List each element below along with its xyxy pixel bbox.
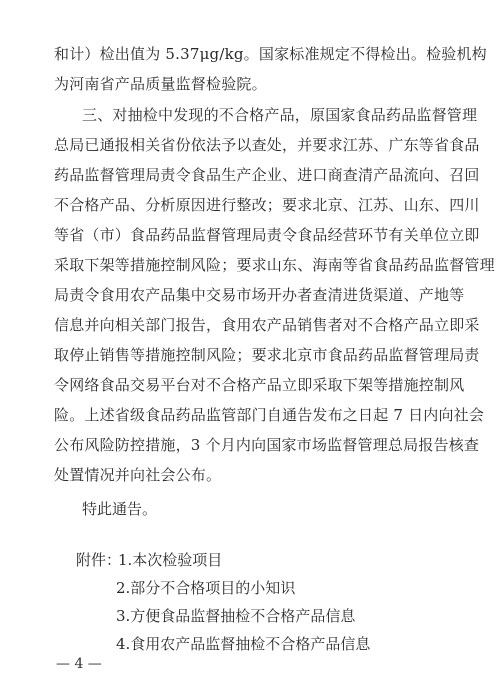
paragraph-line: 总局已通报相关省份依法予以查处，并要求江苏、广东等省食品 bbox=[54, 136, 480, 154]
paragraph-line: 为河南省产品质量监督检验院。 bbox=[54, 75, 267, 93]
paragraph-line: 采取下架等措施控制风险；要求山东、海南等省食品药品监督管理 bbox=[54, 256, 495, 274]
attachment-item: 2.部分不合格项目的小知识 bbox=[116, 579, 296, 597]
page-number: — 4 — bbox=[56, 656, 102, 672]
closing-text: 特此通告。 bbox=[82, 500, 158, 518]
paragraph-line: 取停止销售等措施控制风险；要求北京市食品药品监督管理局责 bbox=[54, 346, 480, 364]
attachment-item: 3.方便食品监督抽检不合格产品信息 bbox=[116, 607, 356, 625]
paragraph-line: 处置情况并向社会公布。 bbox=[54, 466, 222, 484]
attachments-label: 附件： bbox=[76, 551, 122, 569]
paragraph-line: 药品监督管理局责令食品生产企业、进口商查清产品流向、召回 bbox=[54, 166, 480, 184]
paragraph-line: 和计）检出值为 5.37μg/kg。国家标准规定不得检出。检验机构 bbox=[54, 45, 487, 63]
attachment-item: 4.食用农产品监督抽检不合格产品信息 bbox=[116, 635, 371, 653]
paragraph-line: 等省（市）食品药品监督管理局责令食品经营环节有关单位立即 bbox=[54, 226, 480, 244]
paragraph-line: 信息并向相关部门报告，食用农产品销售者对不合格产品立即采 bbox=[54, 316, 480, 334]
paragraph-line: 险。上述省级食品药品监管部门自通告发布之日起 7 日内向社会 bbox=[54, 406, 485, 424]
paragraph-line: 局责令食用农产品集中交易市场开办者查清进货渠道、产地等 bbox=[54, 286, 465, 304]
paragraph-line: 三、对抽检中发现的不合格产品，原国家食品药品监督管理 bbox=[82, 106, 478, 124]
paragraph-line: 公布风险防控措施，3 个月内向国家市场监督管理总局报告核查 bbox=[54, 436, 480, 454]
paragraph-line: 不合格产品、分析原因进行整改；要求北京、江苏、山东、四川 bbox=[54, 196, 480, 214]
paragraph-line: 令网络食品交易平台对不合格产品立即采取下架等措施控制风 bbox=[54, 376, 465, 394]
attachment-item: 1.本次检验项目 bbox=[118, 551, 223, 569]
